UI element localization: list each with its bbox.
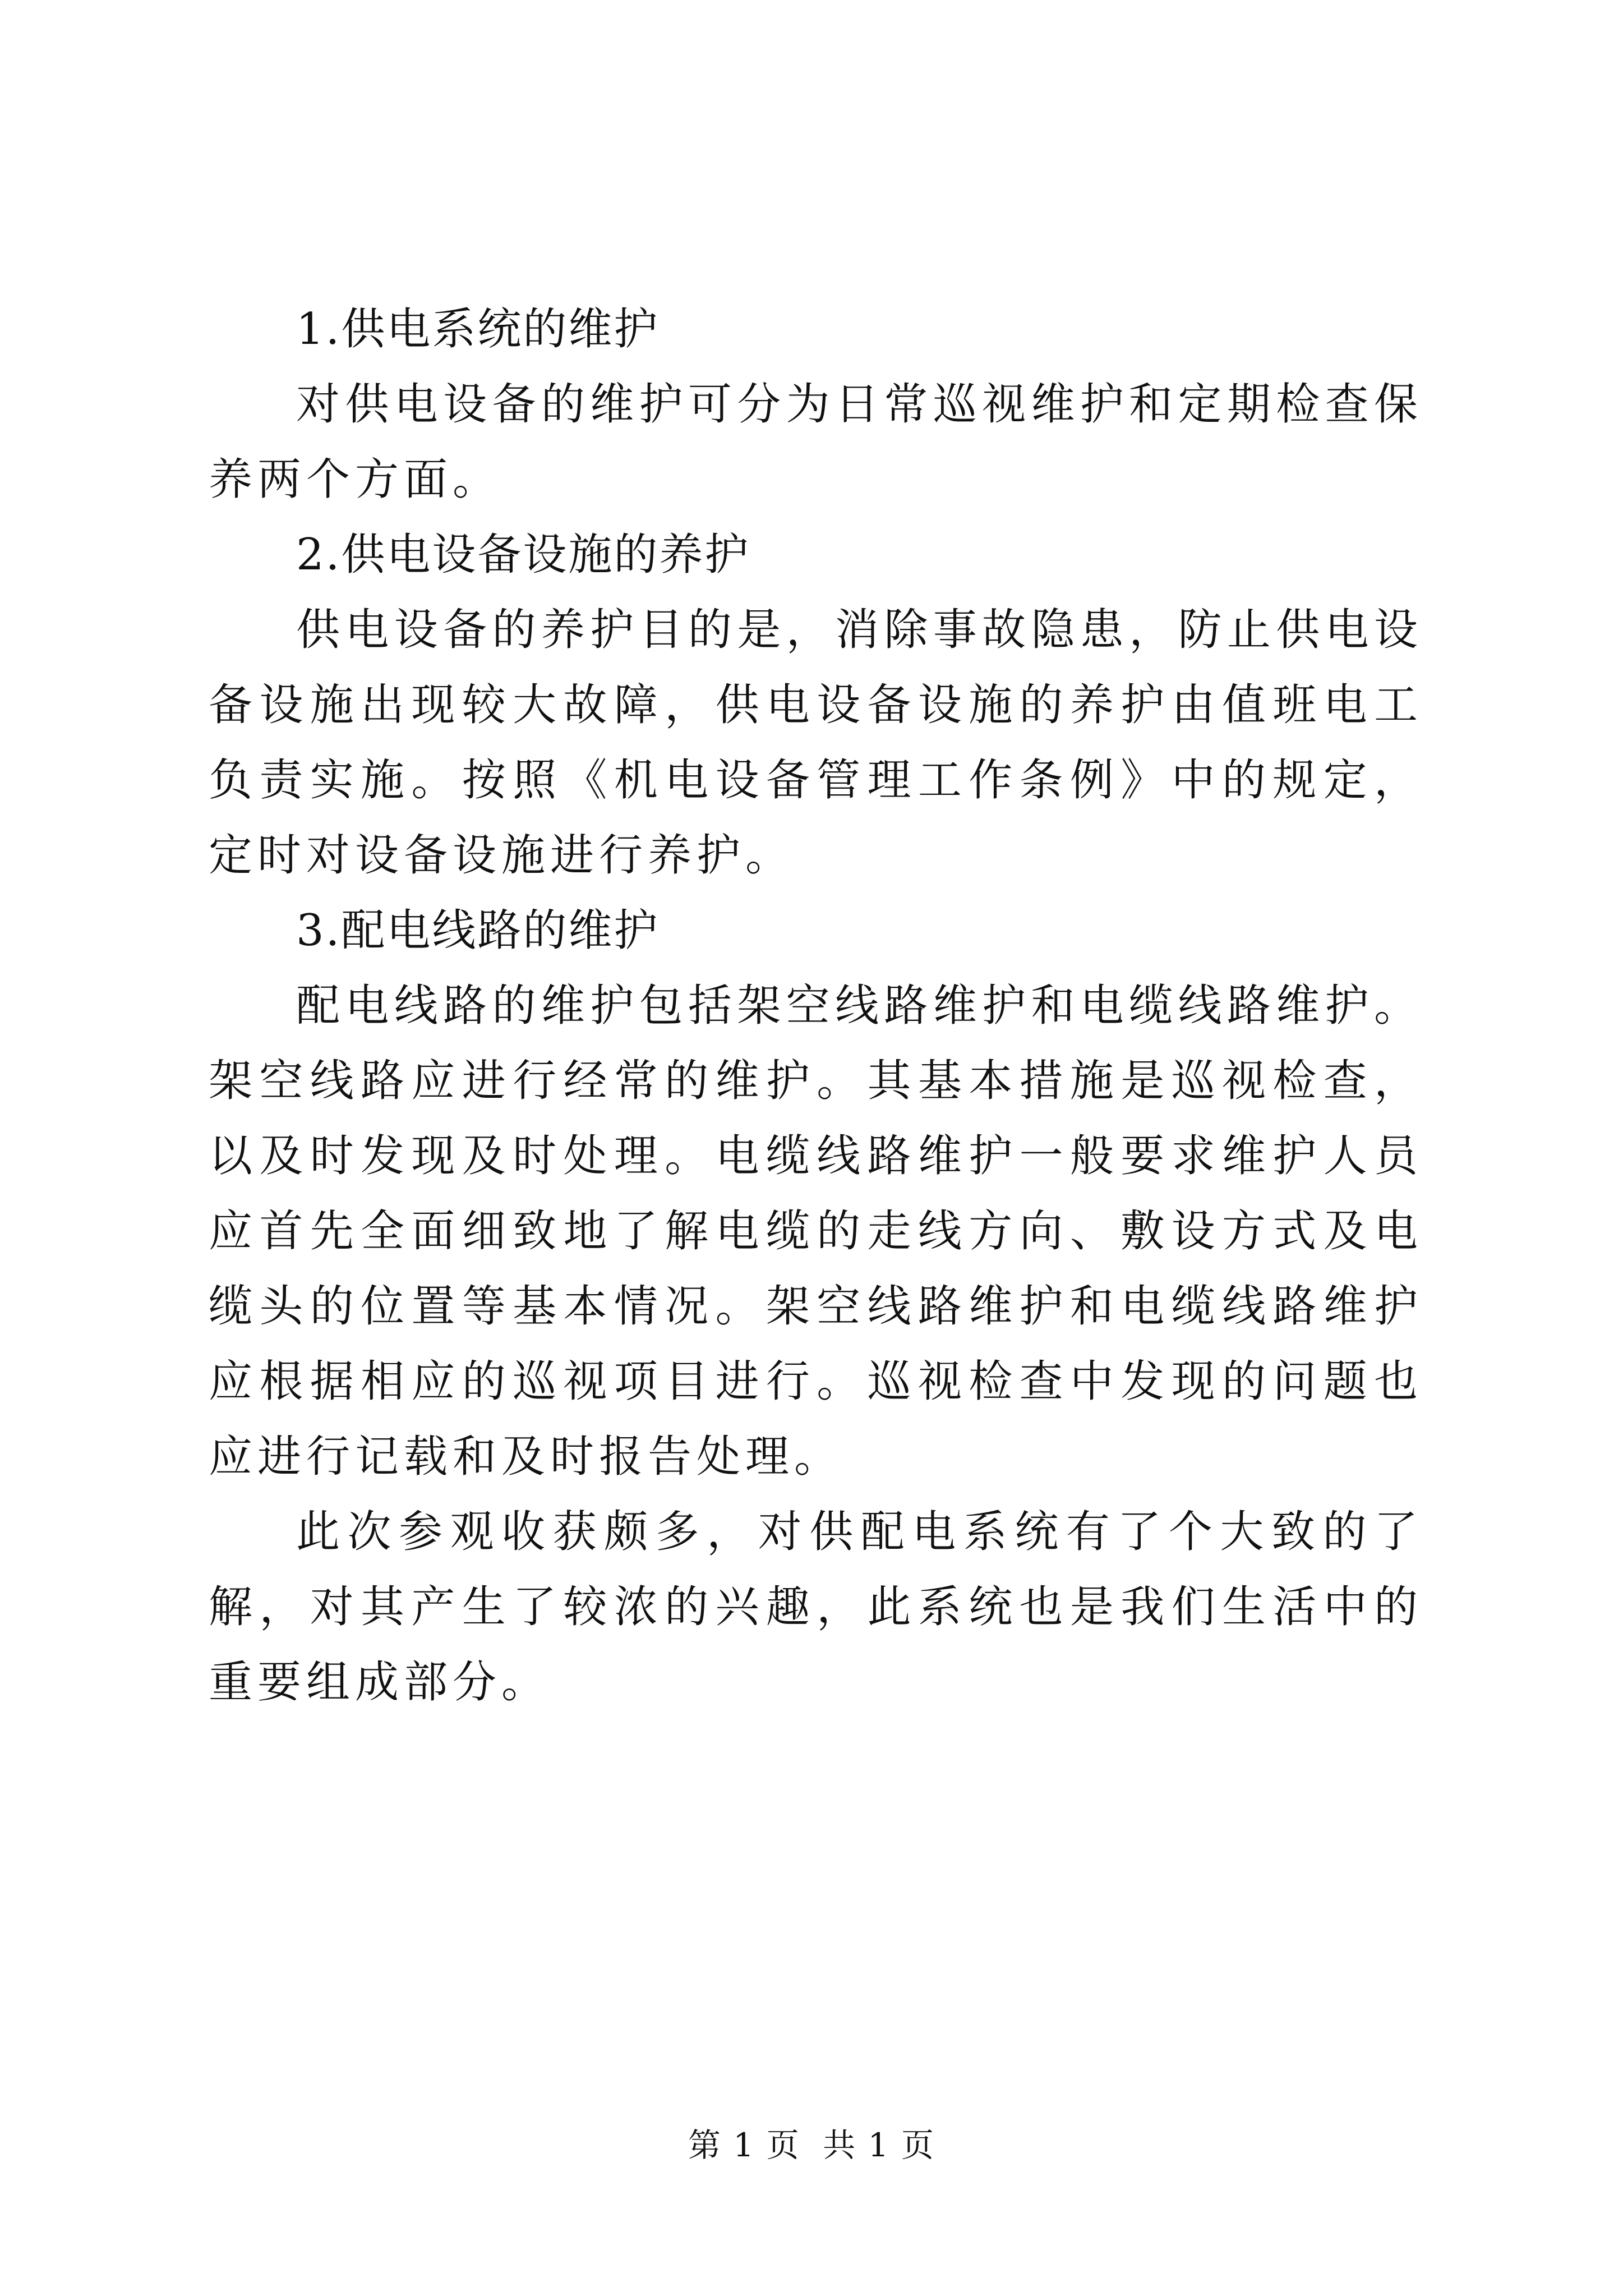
page-footer xyxy=(0,2123,1623,2168)
paragraph-conclusion: 此次参观收获颇多，对供配电系统有了个大致的了解，对其产生了较浓的兴趣，此系统也是我们生活中的重要组成部分。 xyxy=(209,1507,1423,1708)
page-number: 第 1 页 xyxy=(688,2126,800,2164)
paragraph-3: 配电线路的维护包括架空线路维护和电缆线路维护。架空线路应进行经常的维护。其基本措施是巡视检查，以及时发现及时处理。电缆线路维护一般要求维护人员应首先全面细致地了解电缆的走线方向、敷设方式及电缆头的位置等基本情况。架空线路维护和电缆线路维护应根据相应的巡视项目进行。巡视检查中发现的问题也应进行记载和及时报告处理。 xyxy=(209,981,1423,1482)
section-heading-3: 3.配电线路的维护 xyxy=(296,905,660,956)
page-total: 共 1 页 xyxy=(823,2126,935,2164)
paragraph-1: 对供电设备的维护可分为日常巡视维护和定期检查保养两个方面。 xyxy=(209,379,1423,505)
section-heading-1: 1.供电系统的维护 xyxy=(296,304,660,355)
paragraph-2: 供电设备的养护目的是，消除事故隐患，防止供电设备设施出现较大故障，供电设备设施的养护由值班电工负责实施。按照《机电设备管理工作条例》中的规定，定时对设备设施进行养护。 xyxy=(209,605,1423,881)
section-heading-2: 2.供电设备设施的养护 xyxy=(296,530,750,580)
document-body xyxy=(209,292,1423,1720)
